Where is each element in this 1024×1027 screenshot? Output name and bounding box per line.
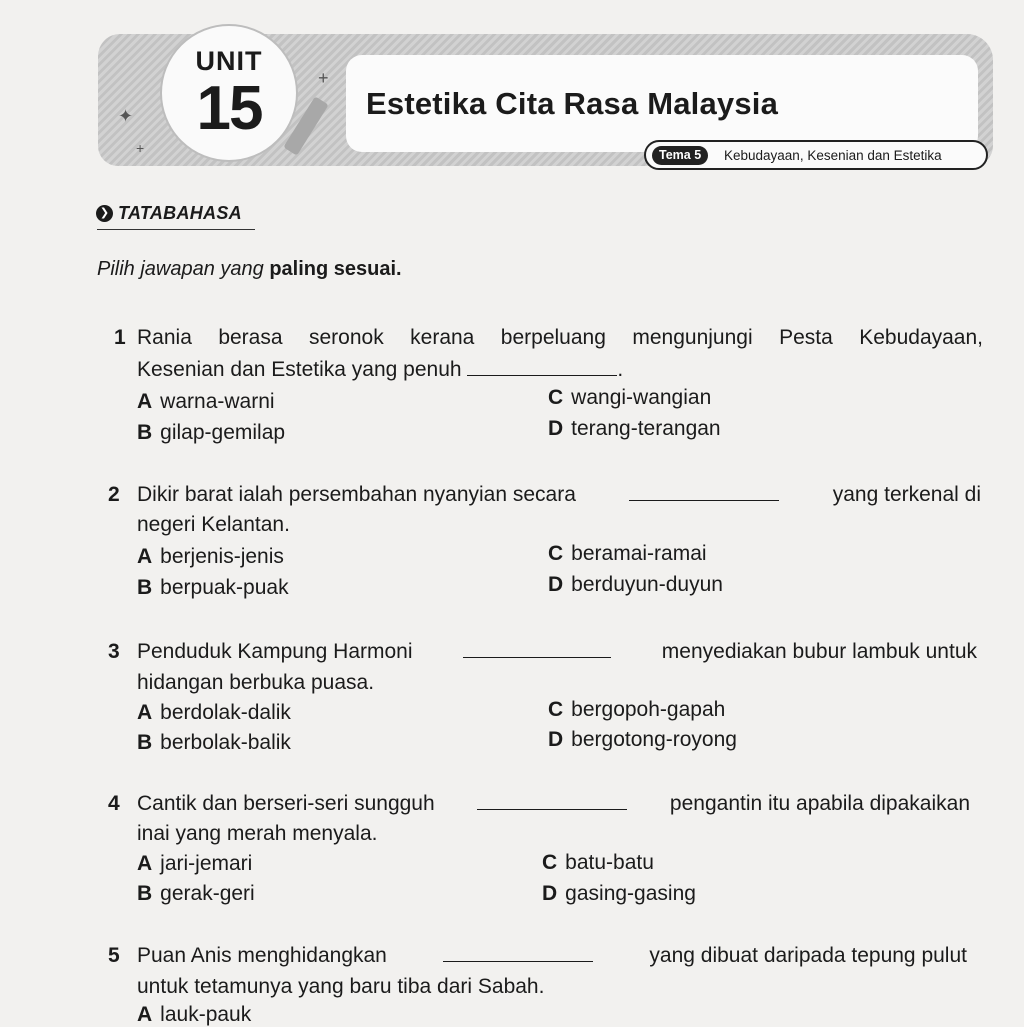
instruction-bold: paling sesuai. bbox=[269, 258, 402, 280]
question-number: 1 bbox=[114, 326, 126, 349]
question-text bbox=[137, 640, 977, 664]
option-a[interactable]: A warna-warni bbox=[137, 390, 275, 413]
question-text-part: Penduduk Kampung Harmoni bbox=[137, 640, 413, 663]
question-text bbox=[137, 358, 983, 382]
option-d[interactable]: D bergotong-royong bbox=[548, 728, 737, 751]
divider bbox=[97, 229, 255, 230]
question-text-part: Cantik dan berseri-seri sungguh bbox=[137, 792, 435, 815]
question-text bbox=[137, 792, 970, 816]
option-a[interactable]: A jari-jemari bbox=[137, 852, 253, 875]
question-text-part: yang dibuat daripada tepung pulut bbox=[649, 944, 967, 967]
question-number: 4 bbox=[108, 792, 120, 815]
instruction bbox=[97, 258, 402, 281]
question-text: hidangan berbuka puasa. bbox=[137, 671, 375, 694]
question-text-part: menyediakan bubur lambuk untuk bbox=[661, 640, 977, 663]
question-text: untuk tetamunya yang baru tiba dari Sabah. bbox=[137, 975, 545, 998]
question-text bbox=[137, 483, 981, 507]
option-a[interactable]: A lauk-pauk bbox=[137, 1003, 252, 1026]
question-number: 2 bbox=[108, 483, 120, 506]
option-b[interactable]: B berpuak-puak bbox=[137, 576, 289, 599]
option-c[interactable]: C bergopoh-gapah bbox=[548, 698, 726, 721]
unit-number: 15 bbox=[196, 74, 262, 143]
question-text: Rania berasa seronok kerana berpeluang mengunjungi Pesta Kebudayaan, bbox=[137, 326, 983, 349]
option-d[interactable]: D gasing-gasing bbox=[542, 882, 696, 905]
section-title: TATABAHASA bbox=[118, 203, 242, 223]
theme-badge: Tema 5 bbox=[652, 146, 708, 165]
sparkle-icon: + bbox=[136, 140, 145, 156]
option-c[interactable]: C batu-batu bbox=[542, 851, 654, 874]
option-b[interactable]: B gerak-geri bbox=[137, 882, 255, 905]
question-text-part: yang terkenal di bbox=[832, 483, 981, 506]
option-c[interactable]: C beramai-ramai bbox=[548, 542, 707, 565]
option-a[interactable]: A berdolak-dalik bbox=[137, 701, 291, 724]
sparkle-icon: ✦ bbox=[118, 106, 134, 126]
option-c[interactable]: C wangi-wangian bbox=[548, 386, 712, 409]
option-b[interactable]: B gilap-gemilap bbox=[137, 421, 286, 444]
question-text-part: Dikir barat ialah persembahan nyanyian secara bbox=[137, 483, 576, 506]
answer-blank bbox=[467, 363, 617, 376]
unit-label: UNIT bbox=[195, 46, 263, 76]
question-text-part: Kesenian dan Estetika yang penuh bbox=[137, 358, 462, 381]
question-number: 5 bbox=[108, 944, 120, 967]
question-text-part: Puan Anis menghidangkan bbox=[137, 944, 387, 967]
sparkle-icon: + bbox=[318, 68, 329, 88]
option-b[interactable]: B berbolak-balik bbox=[137, 731, 291, 754]
instruction-italic: Pilih jawapan yang bbox=[97, 258, 264, 280]
answer-blank bbox=[629, 488, 779, 501]
option-d[interactable]: D berduyun-duyun bbox=[548, 573, 723, 596]
question-text: inai yang merah menyala. bbox=[137, 822, 378, 845]
option-d[interactable]: D terang-terangan bbox=[548, 417, 721, 440]
question-text bbox=[137, 944, 967, 968]
question-text: negeri Kelantan. bbox=[137, 513, 290, 536]
answer-blank bbox=[477, 797, 627, 810]
question-text-part: pengantin itu apabila dipakaikan bbox=[669, 792, 970, 815]
answer-blank bbox=[443, 949, 593, 962]
page-title: Estetika Cita Rasa Malaysia bbox=[366, 86, 779, 121]
unit-badge bbox=[160, 24, 298, 162]
option-a[interactable]: A berjenis-jenis bbox=[137, 545, 284, 568]
theme-text: Kebudayaan, Kesenian dan Estetika bbox=[724, 148, 942, 163]
answer-blank bbox=[463, 645, 611, 658]
arrow-icon: ❯ bbox=[96, 205, 113, 222]
question-number: 3 bbox=[108, 640, 120, 663]
question-text-part: . bbox=[617, 358, 624, 381]
